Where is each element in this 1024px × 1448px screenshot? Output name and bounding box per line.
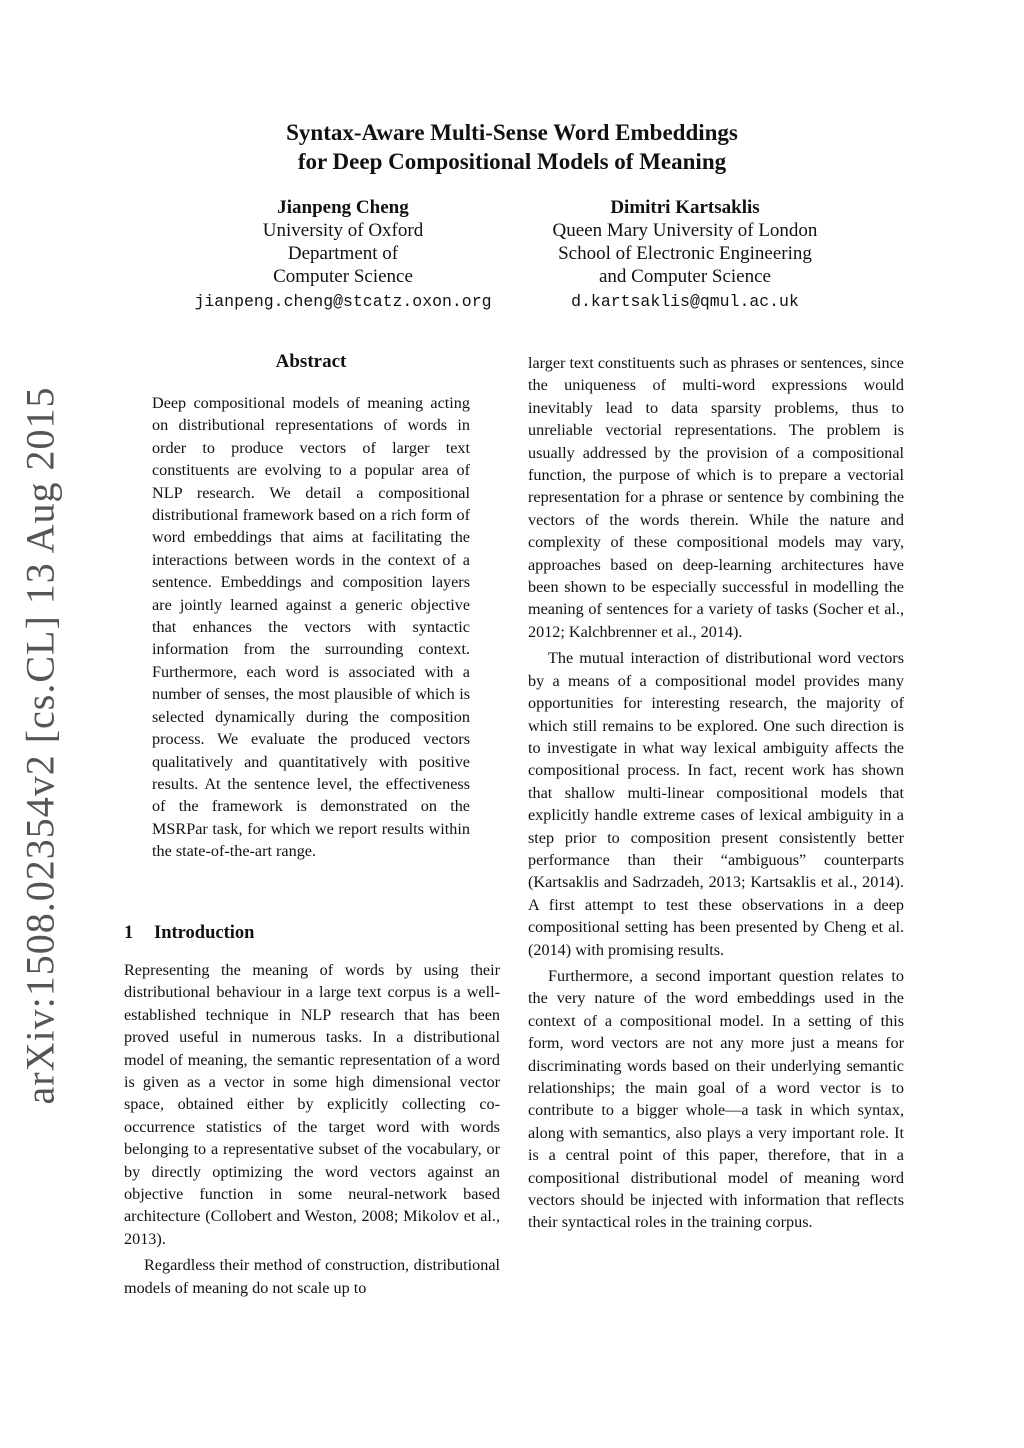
arxiv-identifier-text: arXiv:1508.02354v2 [cs.CL] 13 Aug 2015 (17, 386, 63, 1104)
author-email: d.kartsaklis@qmul.ac.uk (571, 292, 799, 311)
right-column-body (528, 352, 904, 1234)
paragraph: The mutual interaction of distributional word vectors by a means of a compositional model provides many opportunities for interesting research, the majority of which still remains to be explored. One such direction is to investigate in what way lexical ambiguity affects the compositional process. In fact, recent work has shown that shallow multi-linear compositional models that explicitly handle extreme cases of lexical ambiguity in a step prior to composition present consistently better performance than their “ambiguous” counterparts (Kartsaklis and Sadrzadeh, 2013; Kartsaklis et al., 2014). A first attempt to test these observations in a deep compositional setting has been presented by Cheng et al. (2014) with promising results. (528, 649, 904, 959)
author-block-2 (530, 196, 840, 313)
left-column-body (124, 959, 500, 1299)
section-number: 1 (124, 923, 134, 943)
section-heading-introduction (124, 923, 254, 944)
author-affiliation: and Computer Science (598, 266, 771, 287)
author-email: jianpeng.cheng@stcatz.oxon.org (194, 292, 492, 311)
paragraph: Furthermore, a second important question relates to the very nature of the word embeddings used in the context of a compositional model. In a setting of this form, word vectors are not any more just a means for discriminating words based on their underlying semantic relationships; the main goal of a word vector is to contribute to a bigger whole—a task in which syntax, along with semantics, also plays a very important role. It is a central point of this paper, therefore, that in a compositional distributional model of meaning word vectors should be injected with information that reflects their syntactical roles in the training corpus. (528, 966, 904, 1232)
author-affiliation: Queen Mary University of London (552, 220, 818, 241)
author-affiliation: Department of (287, 243, 399, 264)
arxiv-identifier (17, 386, 63, 1104)
author-affiliation: Computer Science (273, 266, 413, 287)
paper-title (170, 118, 854, 176)
title-line-1: Syntax-Aware Multi-Sense Word Embeddings (286, 120, 738, 145)
abstract-text: Deep compositional models of meaning acting on distributional representations of words in order to produce vectors of larger text constituents are evolving to a popular area of NLP research. We detail a compositional distributional framework based on a rich form of word embeddings that aims at facilitating the interactions between words in the context of a sentence. Embeddings and composition layers are jointly learned against a generic objective that enhances the vectors with syntactic information from the surrounding context. Furthermore, each word is associated with a number of senses, the most plausible of which is selected dynamically during the composition process. We evaluate the produced vectors qualitatively and quantitatively with positive results. At the sentence level, the effectiveness of the framework is demonstrated on the MSRPar task, for which we report results within the state-of-the-art range. (152, 394, 470, 861)
paragraph: larger text constituents such as phrases or sentences, since the uniqueness of multi-word expressions would inevitably lead to data sparsity problems, thus to unreliable vectorial representations. The problem is usually addressed by the provision of a compositional function, the purpose of which is to prepare a vectorial representation for a phrase or sentence by combining the vectors of the words therein. While the nature and complexity of these compositional models may vary, approaches based on deep-learning architectures have been shown to be especially successful in modelling the meaning of sentences for a variety of tasks (Socher et al., 2012; Kalchbrenner et al., 2014). (528, 354, 904, 641)
paragraph: Representing the meaning of words by using their distributional behaviour in a large text corpus is a well-established technique in NLP research that has been proved useful in numerous tasks. In a distributional model of meaning, the semantic representation of a word is given as a vector in some high dimensional vector space, obtained either by explicitly collecting co-occurrence statistics of the target word with words belonging to a representative subset of the vocabulary, or by directly optimizing the word vectors against an objective function in some neural-network based architecture (Collobert and Weston, 2008; Mikolov et al., 2013). (124, 961, 500, 1248)
author-affiliation: University of Oxford (262, 220, 424, 241)
author-name: Dimitri Kartsaklis (610, 197, 760, 218)
author-affiliation: School of Electronic Engineering (558, 243, 812, 264)
author-block-1 (160, 196, 526, 313)
title-line-2: for Deep Compositional Models of Meaning (297, 149, 727, 174)
paragraph: Regardless their method of construction, distributional models of meaning do not scale up to (124, 1256, 500, 1297)
author-name: Jianpeng Cheng (277, 197, 409, 218)
section-title: Introduction (154, 923, 255, 943)
abstract-heading: Abstract (275, 351, 347, 372)
